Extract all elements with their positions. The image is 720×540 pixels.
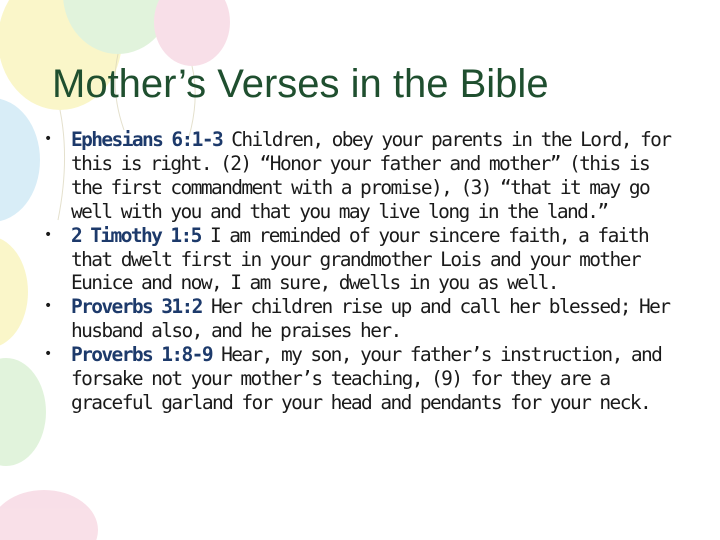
verse-text: I am reminded of your sincere faith, a faith that dwelt first in your grandmother Lois and your mother Eunice and now, I am sure, dwells in you as well. — [71, 223, 649, 295]
verse-reference: 2 Timothy 1:5 — [71, 223, 201, 247]
verse-list — [30, 128, 678, 415]
verse-text: Her children rise up and call her blessed; Her husband also, and he praises her. — [71, 295, 670, 343]
bullet-icon: • — [44, 226, 53, 243]
bullet-icon: • — [44, 346, 53, 363]
bullet-icon: • — [44, 131, 53, 147]
verse-item — [30, 295, 678, 343]
balloon-yellow-left-icon — [0, 236, 28, 348]
verse-reference: Ephesians 6:1-3 — [71, 128, 223, 151]
verse-item — [30, 224, 678, 296]
verse-item — [30, 343, 678, 415]
balloon-pink-top-icon — [154, 0, 230, 66]
verse-reference: Proverbs 31:2 — [71, 295, 202, 319]
verse-reference: Proverbs 1:8-9 — [71, 343, 212, 367]
verse-item — [30, 128, 678, 224]
slide-title: Mother’s Verses in the Bible — [52, 62, 549, 106]
balloon-pink-bottom-icon — [0, 490, 98, 540]
bullet-icon: • — [44, 298, 53, 315]
verse-text: Children, obey your parents in the Lord, for this is right. (2) “Honor your father and mother” (this is the first commandment with a promise), (3) “that it may go well with you and that you may live long in the land.” — [71, 128, 671, 223]
verse-text: Hear, my son, your father’s instruction, and forsake not your mother’s teaching, (9) for they are a graceful garland for your head and pendants for your neck. — [71, 343, 662, 414]
